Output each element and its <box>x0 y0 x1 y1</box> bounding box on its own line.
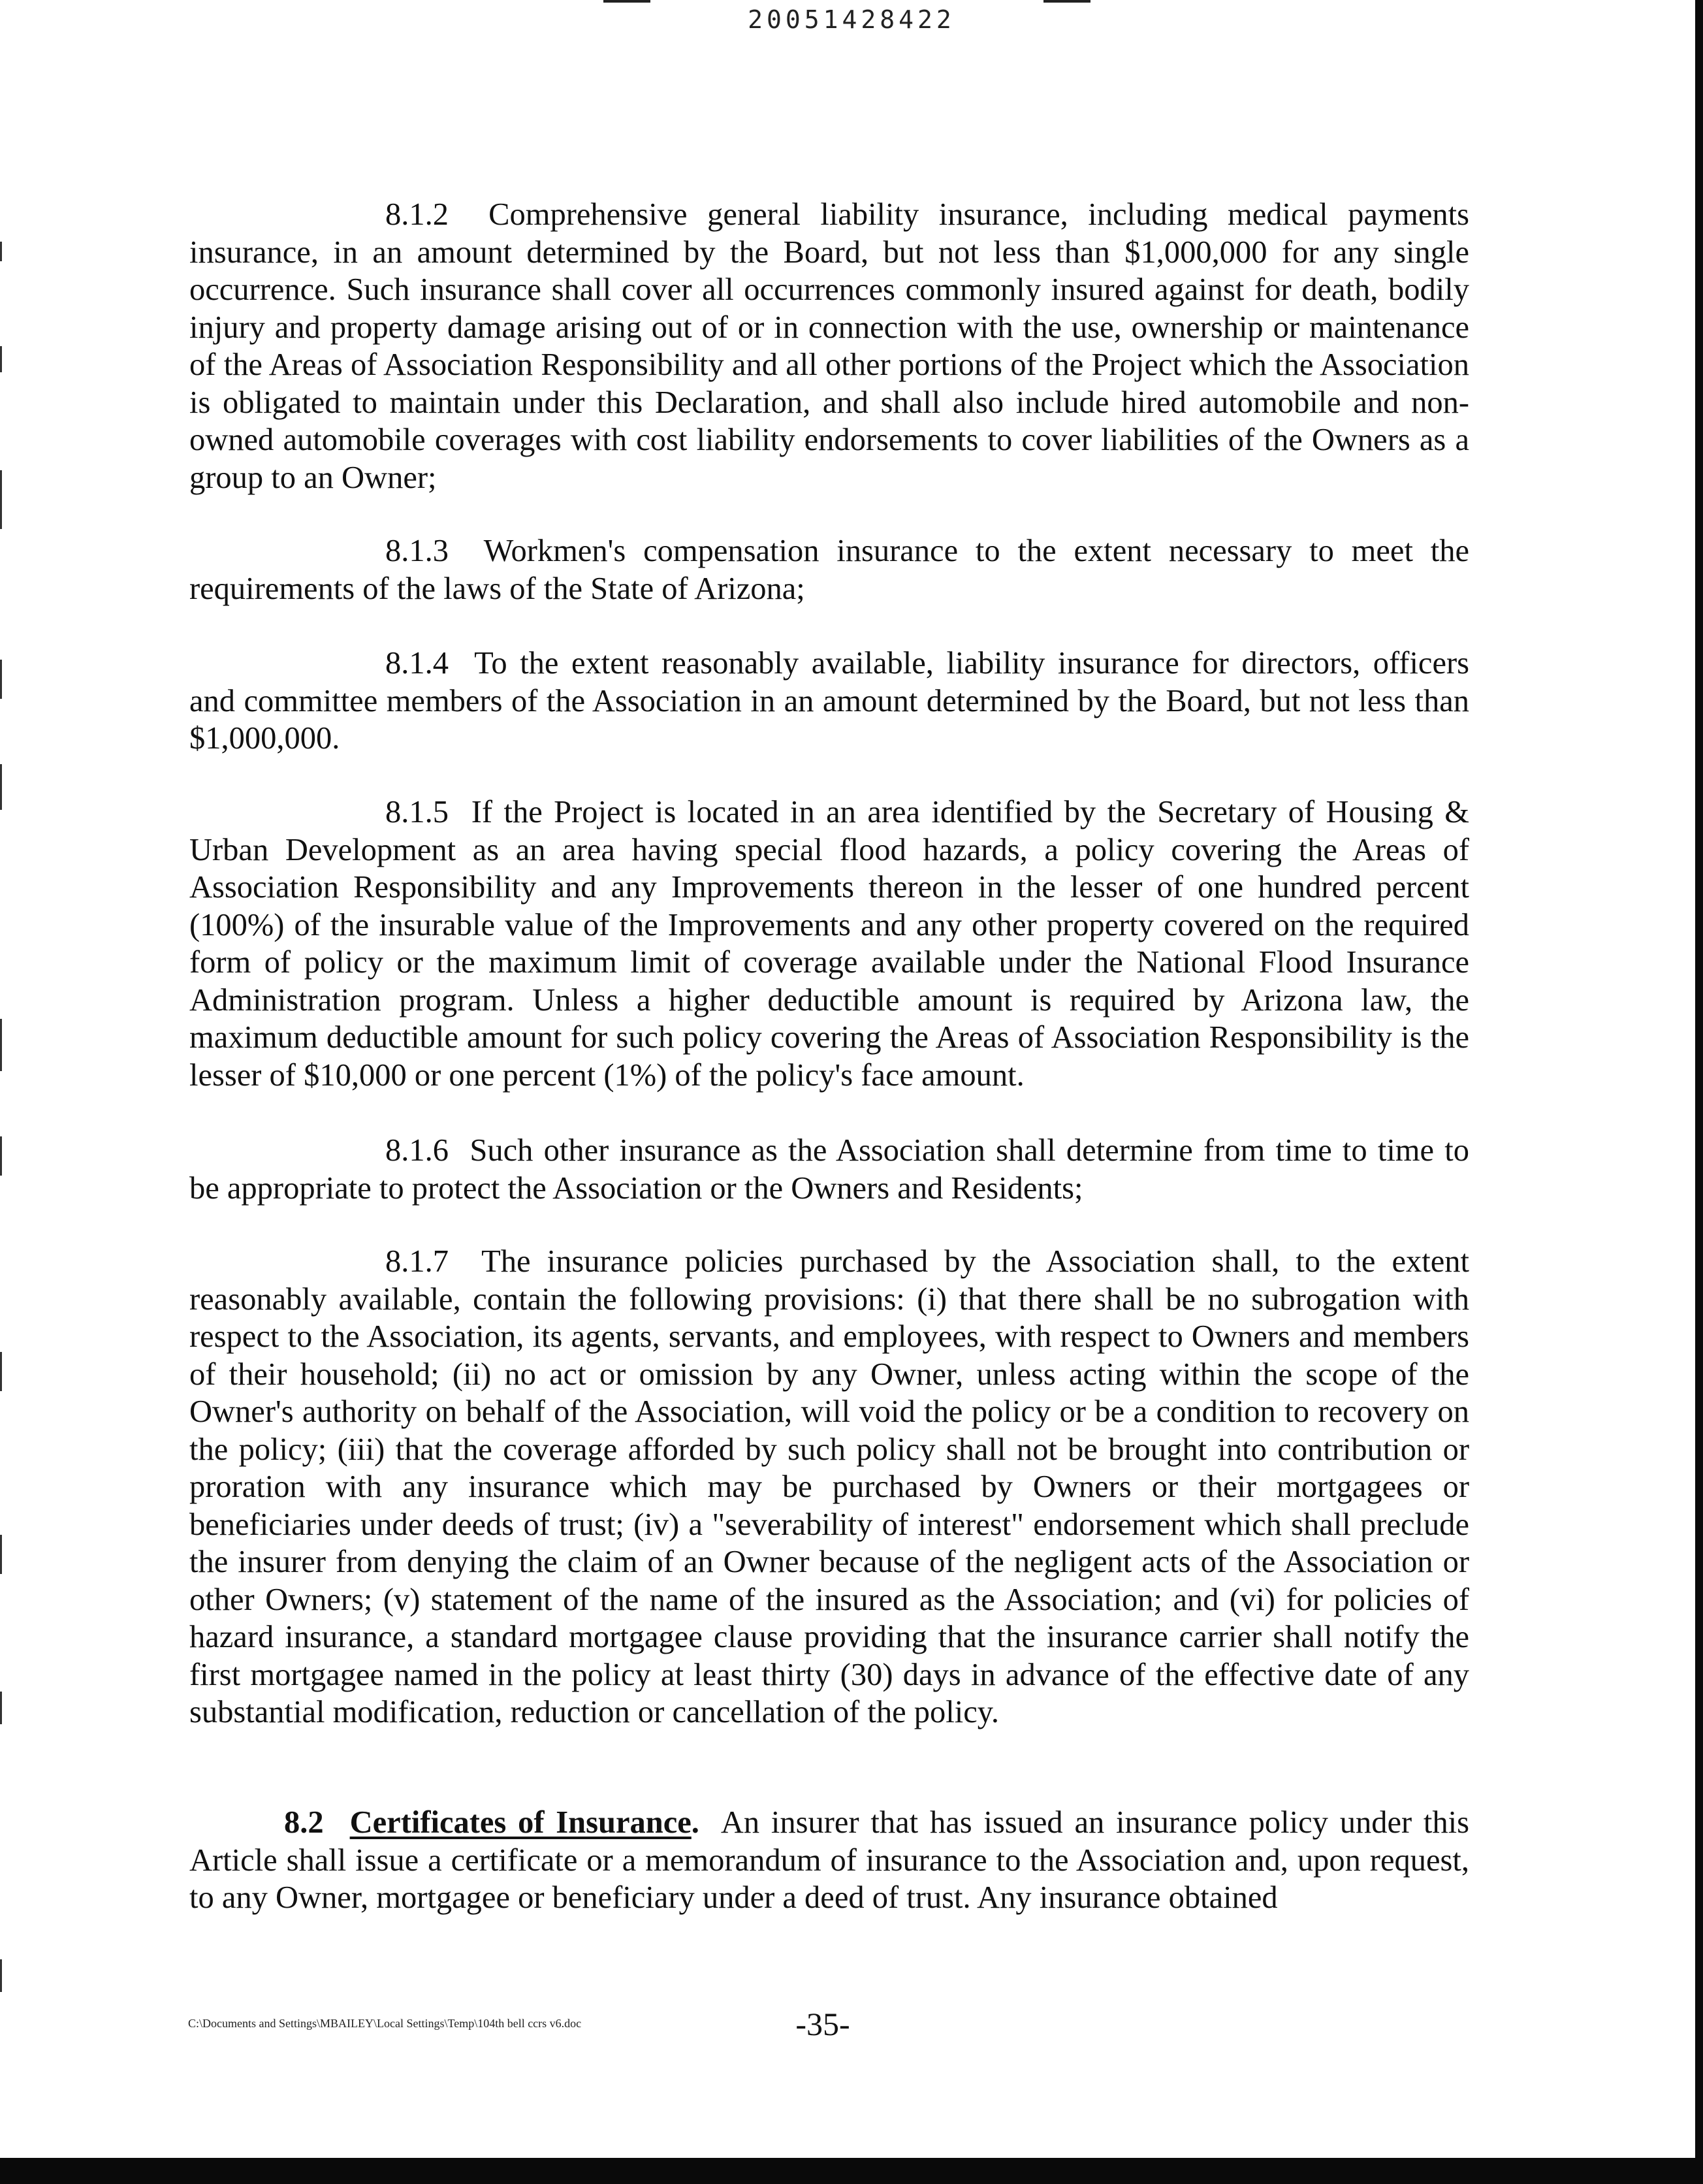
section-8-1-7 <box>189 1243 1469 1731</box>
section-text: Comprehensive general liability insurance, including medical payments insurance, in an amount determined by the Board, but not less than $1,000,000 for any single occurrence. Such insurance shall cover all occurrences commonly insured against for death, bodily injury and property damage arising out of or in connection with the use, ownership or maintenance of the Areas of Association Responsibility and all other portions of the Project which the Association is obligated to maintain under this Declaration, and shall also include hired automobile and non-owned automobile coverages with cost liability endorsements to cover liabilities of the Owners as a group to an Owner; <box>189 197 1469 495</box>
scan-margin-mark <box>0 660 2 699</box>
scan-margin-mark <box>0 1959 2 1992</box>
section-text: To the extent reasonably available, liability insurance for directors, officers and committee members of the Association in an amount determined by the Board, but not less than $1,000,000. <box>189 646 1469 756</box>
scan-margin-mark <box>0 242 2 261</box>
scan-margin-mark <box>0 1535 2 1574</box>
section-number: 8.1.3 <box>385 534 449 568</box>
section-text: Workmen's compensation insurance to the extent necessary to meet the requirements of the laws of the State of Arizona; <box>189 534 1469 606</box>
section-8-1-6 <box>189 1132 1469 1207</box>
section-number: 8.1.4 <box>385 646 449 681</box>
scan-margin-mark <box>0 1692 2 1724</box>
page-number: -35- <box>795 2006 850 2042</box>
scan-margin-mark <box>0 764 2 810</box>
scan-margin-mark <box>0 1352 2 1391</box>
footer-file-path: C:\Documents and Settings\MBAILEY\Local Settings\Temp\104th bell ccrs v6.doc <box>188 2017 582 2030</box>
top-rule-left <box>603 0 650 3</box>
section-8-2: 8.2 Certificates of Insurance. An insurer that has issued an insurance policy under this Article shall issue a certificate or a memorandum of insurance to the Association and, upon request, to any Owner, mortgagee or beneficiary under a deed of trust. Any insurance obtained <box>189 1805 1469 1915</box>
section-text: An insurer that has issued an insurance policy under this Article shall issue a certificate or a memorandum of insurance to the Association and, upon request, to any Owner, mortgagee or beneficiary under a deed of trust. Any insurance obtained <box>189 1805 1469 1915</box>
section-number: 8.1.5 <box>385 795 449 829</box>
section-text: Such other insurance as the Association shall determine from time to time to be appropriate to protect the Association or the Owners and Residents; <box>189 1133 1469 1206</box>
section-number: 8.1.7 <box>385 1244 449 1279</box>
section-number: 8.1.6 <box>385 1133 449 1168</box>
section-8-1-2 <box>189 196 1469 496</box>
scan-bottom-edge <box>0 2158 1703 2184</box>
section-text: If the Project is located in an area identified by the Secretary of Housing & Urban Development as an area having special flood hazards, a policy covering the Areas of Association Responsibility and any Improvements thereon in the lesser of one hundred percent (100%) of the insurable value of the Improvements and any other property covered on the required form of policy or the maximum limit of coverage available under the National Flood Insurance Administration program. Unless a higher deductible amount is required by Arizona law, the maximum deductible amount for such policy covering the Areas of Association Responsibility is the lesser of $10,000 or one percent (1%) of the policy's face amount. <box>189 795 1469 1093</box>
section-8-1-5 <box>189 794 1469 1094</box>
scan-margin-mark <box>0 1136 2 1176</box>
scan-margin-mark <box>0 470 2 529</box>
section-number: 8.2 <box>284 1805 324 1840</box>
scan-right-edge <box>1695 0 1703 2184</box>
top-rule-right <box>1043 0 1090 3</box>
scan-margin-mark <box>0 1019 2 1071</box>
section-number: 8.1.2 <box>385 197 449 232</box>
document-number: 20051428422 <box>748 5 955 34</box>
section-8-1-3 <box>189 532 1469 607</box>
section-title: Certificates of Insurance <box>349 1805 692 1840</box>
section-text: The insurance policies purchased by the Association shall, to the extent reasonably available, contain the following provisions: (i) that there shall be no subrogation with respect to the Association, its agents, servants, and employees, with respect to Owners and members of their household; (ii) no act or omission by any Owner, unless acting within the scope of the Owner's authority on behalf of the Association, will void the policy or be a condition to recovery on the policy; (iii) that the coverage afforded by such policy shall not be brought into contribution or proration with any insurance which may be purchased by Owners or their mortgagees or beneficiaries under deeds of trust; (iv) a "severability of interest" endorsement which shall preclude the insurer from denying the claim of an Owner because of the negligent acts of the Association or other Owners; (v) statement of the name of the insured as the Association; and (vi) for policies of hazard insurance, a standard mortgagee clause providing that the insurance carrier shall notify the first mortgagee named in the policy at least thirty (30) days in advance of the effective date of any substantial modification, reduction or cancellation of the policy. <box>189 1244 1469 1729</box>
section-8-1-4 <box>189 645 1469 758</box>
scan-margin-mark <box>0 346 2 372</box>
